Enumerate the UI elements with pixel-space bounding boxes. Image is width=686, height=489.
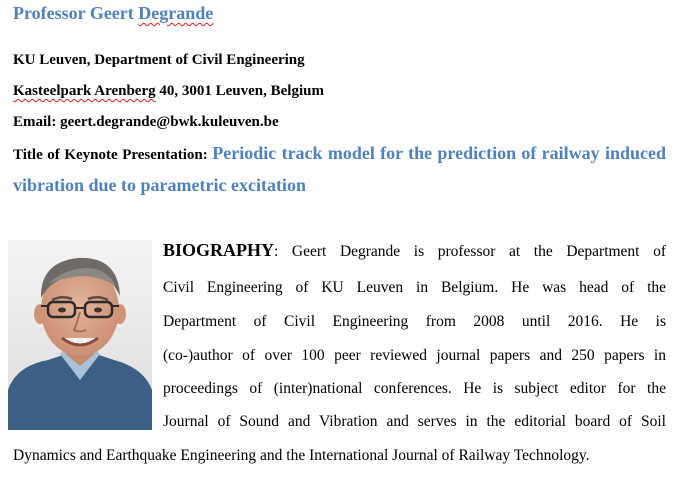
title-last-name: Degrande xyxy=(138,3,214,23)
biography-line-1 xyxy=(163,240,666,261)
portrait-photo xyxy=(8,240,152,430)
biography-line-6: Journal of Sound and Vibration and serves in the editorial board of Soil xyxy=(163,413,666,430)
address-street: Kasteelpark Arenberg xyxy=(13,83,156,99)
page-title xyxy=(13,3,213,24)
biography-heading: BIOGRAPHY xyxy=(163,240,275,260)
email-line: Email: geert.degrande@bwk.kuleuven.be xyxy=(13,114,279,130)
keynote-block xyxy=(13,138,666,202)
biography-line-5: proceedings of (inter)national conferences. He is subject editor for the xyxy=(163,380,666,397)
keynote-title: Periodic track model for the prediction of railway induced vibration due to parametric excitation xyxy=(13,143,666,195)
biography-line-1-text: : Geert Degrande is professor at the Department of xyxy=(274,243,666,260)
biography-line-3: Department of Civil Engineering from 2008 until 2016. He is xyxy=(163,313,666,330)
biography-line-4: (co-)author of over 100 peer reviewed journal papers and 250 papers in xyxy=(163,347,666,364)
biography-line-2: Civil Engineering of KU Leuven in Belgium. He was head of the xyxy=(163,279,666,296)
biography-line-7: Dynamics and Earthquake Engineering and the International Journal of Railway Technology. xyxy=(13,447,590,464)
address-rest: 40, 3001 Leuven, Belgium xyxy=(155,83,324,99)
title-first-name: Professor Geert xyxy=(13,3,139,23)
keynote-label: Title of Keynote Presentation: xyxy=(13,147,213,163)
address-line xyxy=(13,83,324,100)
affiliation-line: KU Leuven, Department of Civil Engineering xyxy=(13,52,305,68)
